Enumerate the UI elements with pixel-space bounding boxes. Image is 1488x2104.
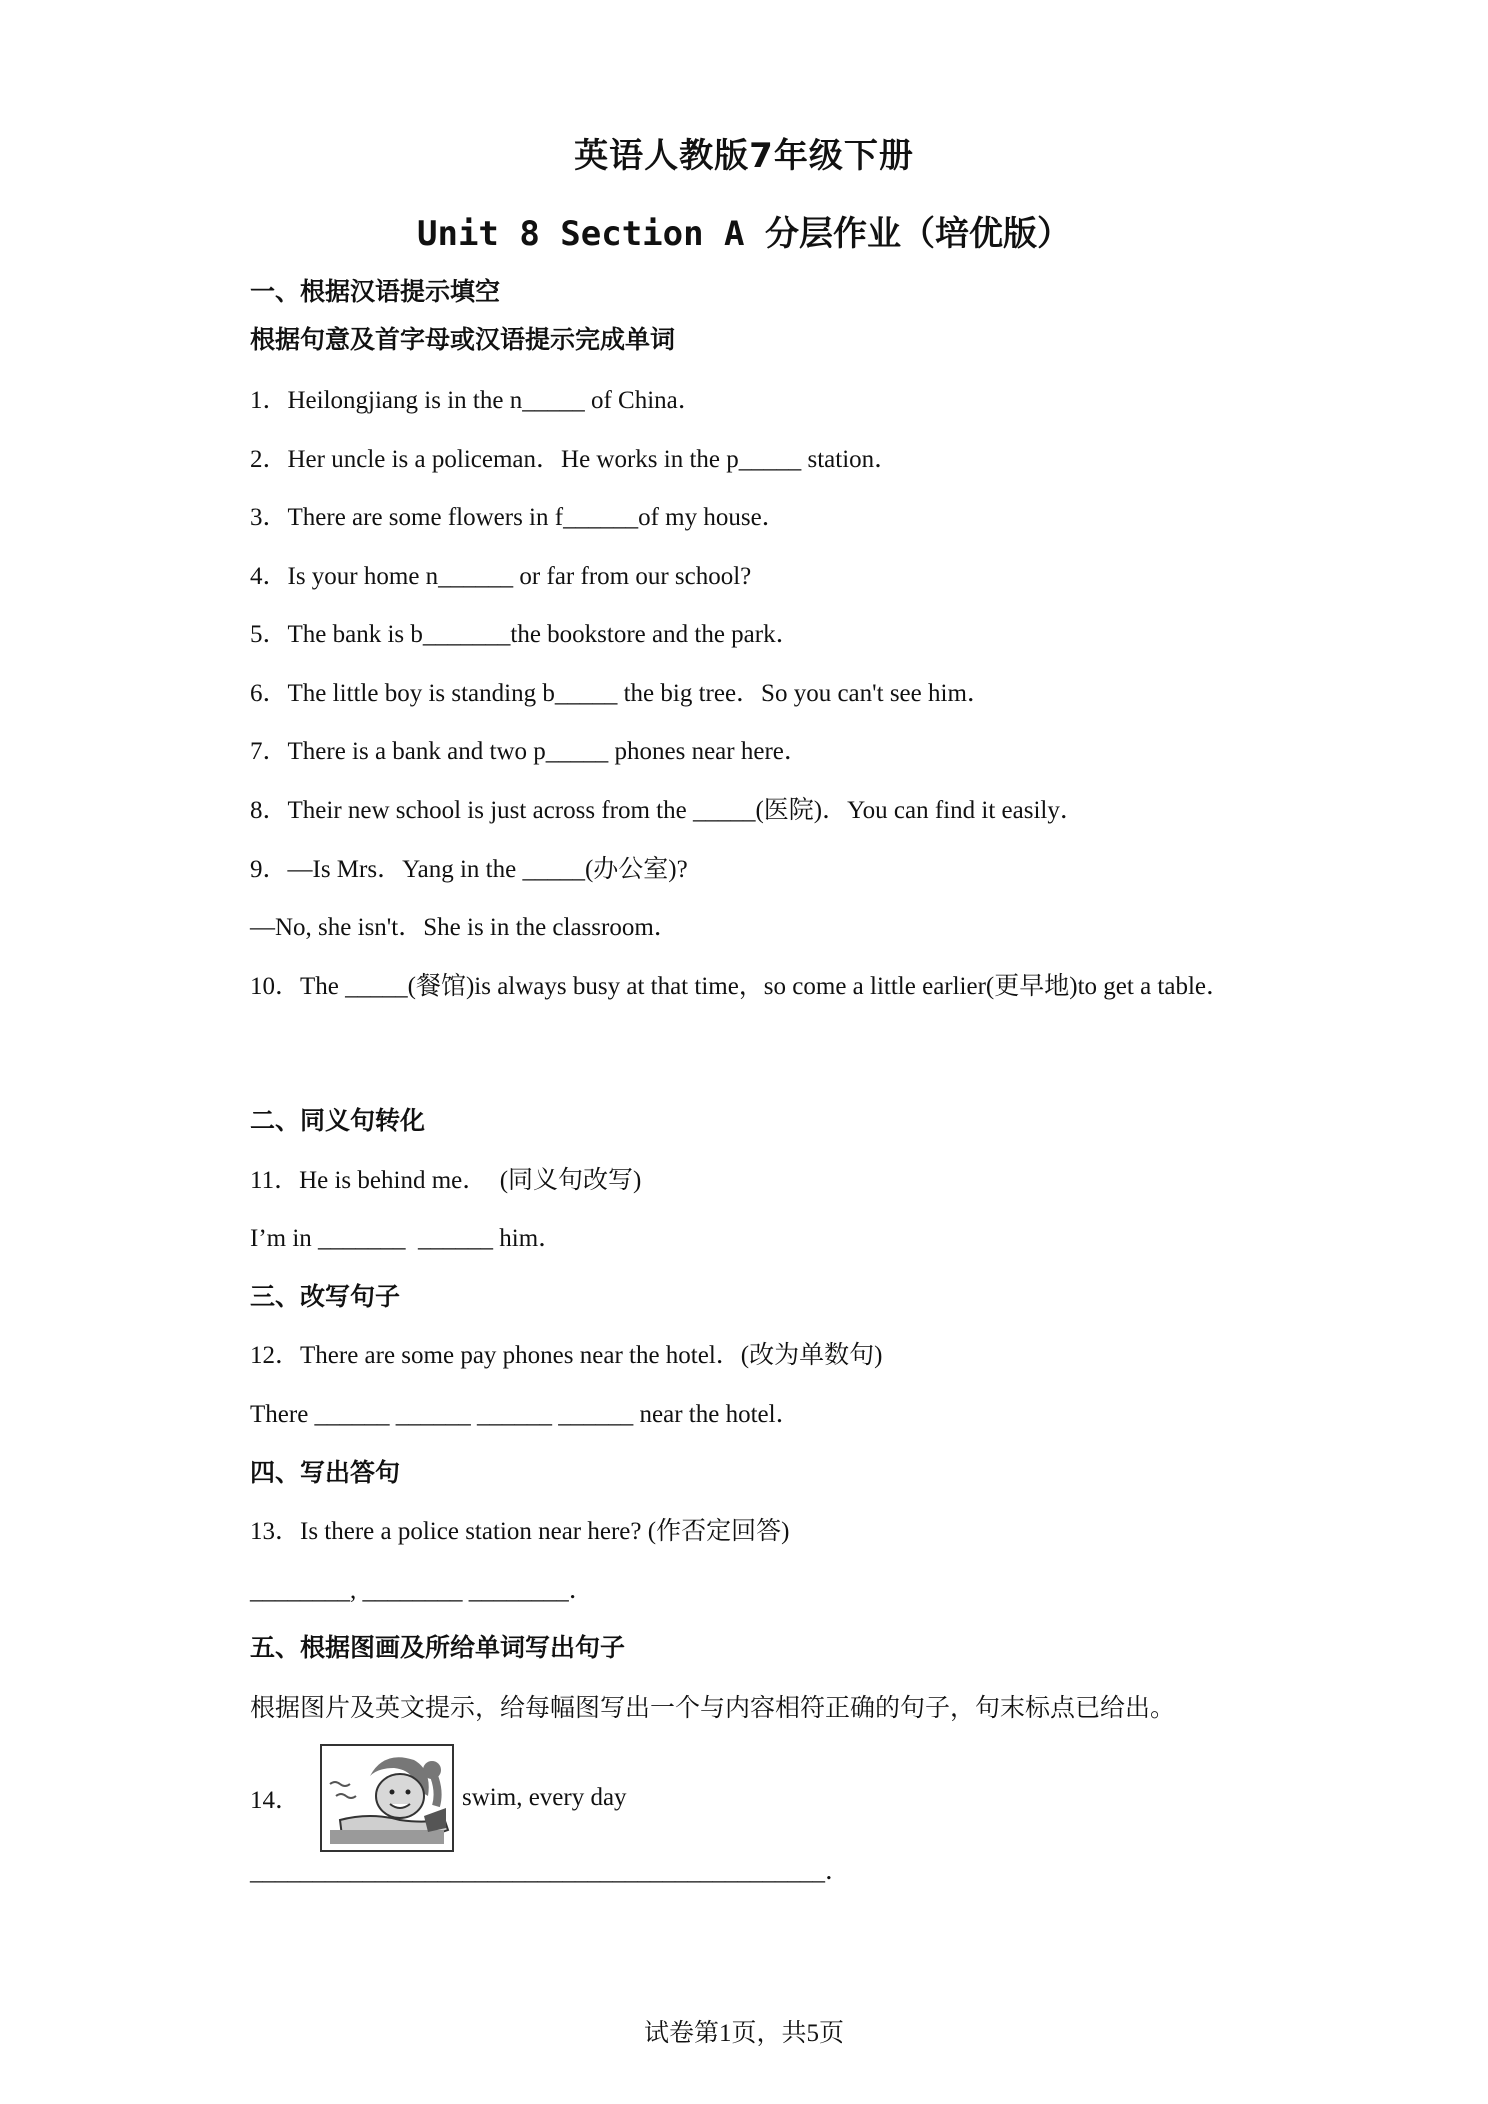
question-6: 6．The little boy is standing b_____ the big tree．So you can't see him． — [250, 680, 992, 707]
question-12-answer: There ______ ______ ______ ______ near the hotel． — [250, 1401, 801, 1428]
question-12: 12．There are some pay phones near the hotel．(改为单数句) — [250, 1342, 883, 1369]
question-4: 4．Is your home n______ or far from our school? — [250, 563, 752, 590]
question-14-number: 14． — [250, 1787, 301, 1814]
question-9: 9．—Is Mrs．Yang in the _____(办公室)? — [250, 856, 688, 883]
section-1-instruction: 根据句意及首字母或汉语提示完成单词 — [250, 325, 676, 354]
question-13: 13．Is there a police station near here? (作否定回答) — [250, 1518, 790, 1545]
page-footer: 试卷第1页，共5页 — [643, 2020, 844, 2047]
question-11-answer: I’m in _______ ______ him． — [250, 1225, 564, 1252]
page-subtitle: Unit 8 Section A 分层作业（培优版） — [417, 214, 1071, 254]
question-3: 3．There are some flowers in f______of my house． — [250, 504, 787, 531]
question-2: 2．Her uncle is a policeman．He works in the p_____ station． — [250, 446, 900, 473]
question-14 — [250, 1745, 627, 1851]
section-1-heading: 一、根据汉语提示填空 — [250, 277, 501, 306]
swimming-girl-picture — [320, 1744, 454, 1852]
question-7: 7．There is a bank and two p_____ phones near here． — [250, 738, 809, 765]
question-14-hint-words: swim, every day — [462, 1784, 627, 1811]
section-4-heading: 四、写出答句 — [250, 1458, 401, 1487]
section-3-heading: 三、改写句子 — [250, 1282, 401, 1311]
section-2-heading: 二、同义句转化 — [250, 1106, 426, 1135]
question-8: 8．Their new school is just across from the _____(医院)．You can find it easily． — [250, 797, 1085, 824]
question-9-reply: —No, she isn't．She is in the classroom． — [250, 914, 679, 941]
question-10: 10．The _____(餐馆)is always busy at that time，so come a little earlier(更早地)to get a table． — [250, 973, 1231, 1000]
question-5: 5．The bank is b_______the bookstore and the park． — [250, 621, 801, 648]
question-14-answer: ______________________________________________． — [250, 1858, 851, 1885]
page-title: 英语人教版7年级下册 — [574, 136, 914, 176]
question-1: 1．Heilongjiang is in the n_____ of China． — [250, 387, 703, 414]
section-5-heading: 五、根据图画及所给单词写出句子 — [250, 1633, 626, 1662]
section-5-instruction: 根据图片及英文提示，给每幅图写出一个与内容相符正确的句子，句末标点已给出。 — [250, 1693, 1176, 1722]
question-13-answer: ________, ________ ________． — [250, 1577, 594, 1604]
question-11: 11．He is behind me． (同义句改写) — [250, 1167, 642, 1194]
